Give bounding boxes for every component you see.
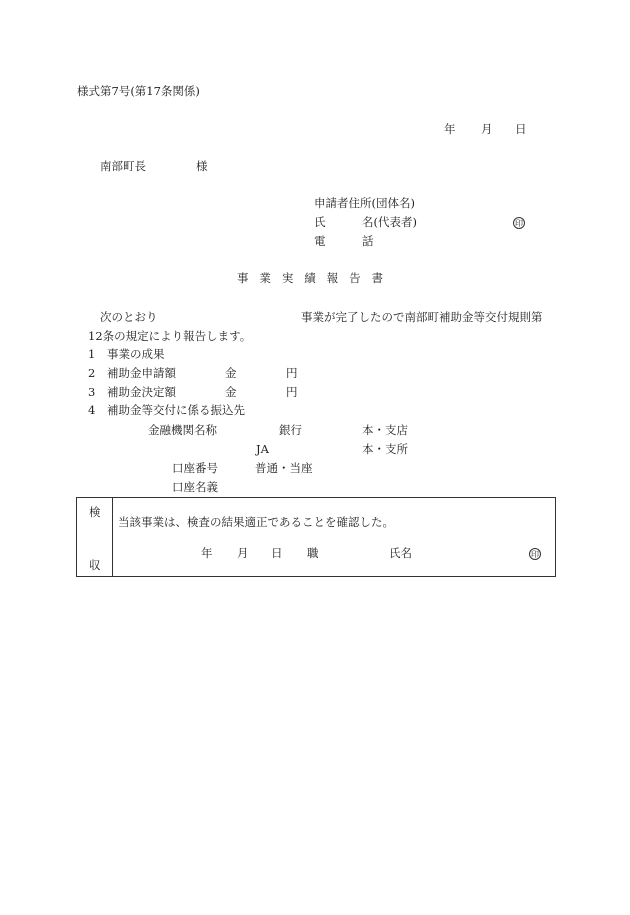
document-title: 事業実績報告書 xyxy=(237,271,394,285)
body-line1-end: 事業が完了したので南部町補助金等交付規則第 xyxy=(301,310,543,324)
inspection-box xyxy=(76,497,556,577)
item-label: 補助金申請額 xyxy=(107,366,176,380)
inspection-statement: 当該事業は、検査の結果適正であることを確認した。 xyxy=(118,515,394,529)
date-month: 月 xyxy=(481,122,493,136)
bank-institution-label: 金融機関名称 xyxy=(148,423,217,437)
inspection-name: 氏名 xyxy=(389,546,412,560)
applicant-phone-label-1: 電 xyxy=(314,234,326,248)
inspection-label-bottom: 収 xyxy=(89,558,101,572)
item-number: 4 xyxy=(88,403,96,417)
form-number: 様式第7号(第17条関係) xyxy=(77,84,200,98)
item-label: 事業の成果 xyxy=(107,347,165,361)
item-yen: 円 xyxy=(286,385,298,399)
item-number: 1 xyxy=(88,347,96,361)
bank-branch1: 本・支店 xyxy=(362,423,408,437)
date-year: 年 xyxy=(444,122,456,136)
addressee-name: 南部町長 xyxy=(100,159,146,173)
inspection-month: 月 xyxy=(237,546,249,560)
body-line2: 12条の規定により報告します。 xyxy=(88,329,252,343)
item-kin: 金 xyxy=(225,366,237,380)
bank-ja: JA xyxy=(256,442,269,456)
inspection-year: 年 xyxy=(201,546,213,560)
inspection-label-top: 検 xyxy=(89,505,101,519)
item-number: 3 xyxy=(88,385,96,399)
addressee-honorific: 様 xyxy=(196,159,208,173)
item-label: 補助金決定額 xyxy=(107,385,176,399)
bank-branch2: 本・支所 xyxy=(362,442,408,456)
inspection-seal-icon: 印 xyxy=(531,550,539,559)
date-day: 日 xyxy=(515,122,527,136)
applicant-name-label-2: 名(代表者) xyxy=(362,215,417,229)
bank-account-type: 普通・当座 xyxy=(255,461,313,475)
item-kin: 金 xyxy=(225,385,237,399)
item-number: 2 xyxy=(88,366,96,380)
applicant-name-label-1: 氏 xyxy=(314,215,326,229)
inspection-divider xyxy=(112,498,113,576)
inspection-position: 職 xyxy=(307,546,319,560)
item-yen: 円 xyxy=(286,366,298,380)
inspection-day: 日 xyxy=(271,546,283,560)
item-label: 補助金等交付に係る振込先 xyxy=(107,403,245,417)
bank-account-number-label: 口座番号 xyxy=(172,461,218,475)
bank-bank: 銀行 xyxy=(279,423,302,437)
applicant-address-label: 申請者住所(団体名) xyxy=(314,196,415,210)
bank-account-name-label: 口座名義 xyxy=(172,480,218,494)
applicant-phone-label-2: 話 xyxy=(362,234,374,248)
body-line1-start: 次のとおり xyxy=(100,310,158,324)
applicant-seal-icon: 印 xyxy=(515,219,523,228)
